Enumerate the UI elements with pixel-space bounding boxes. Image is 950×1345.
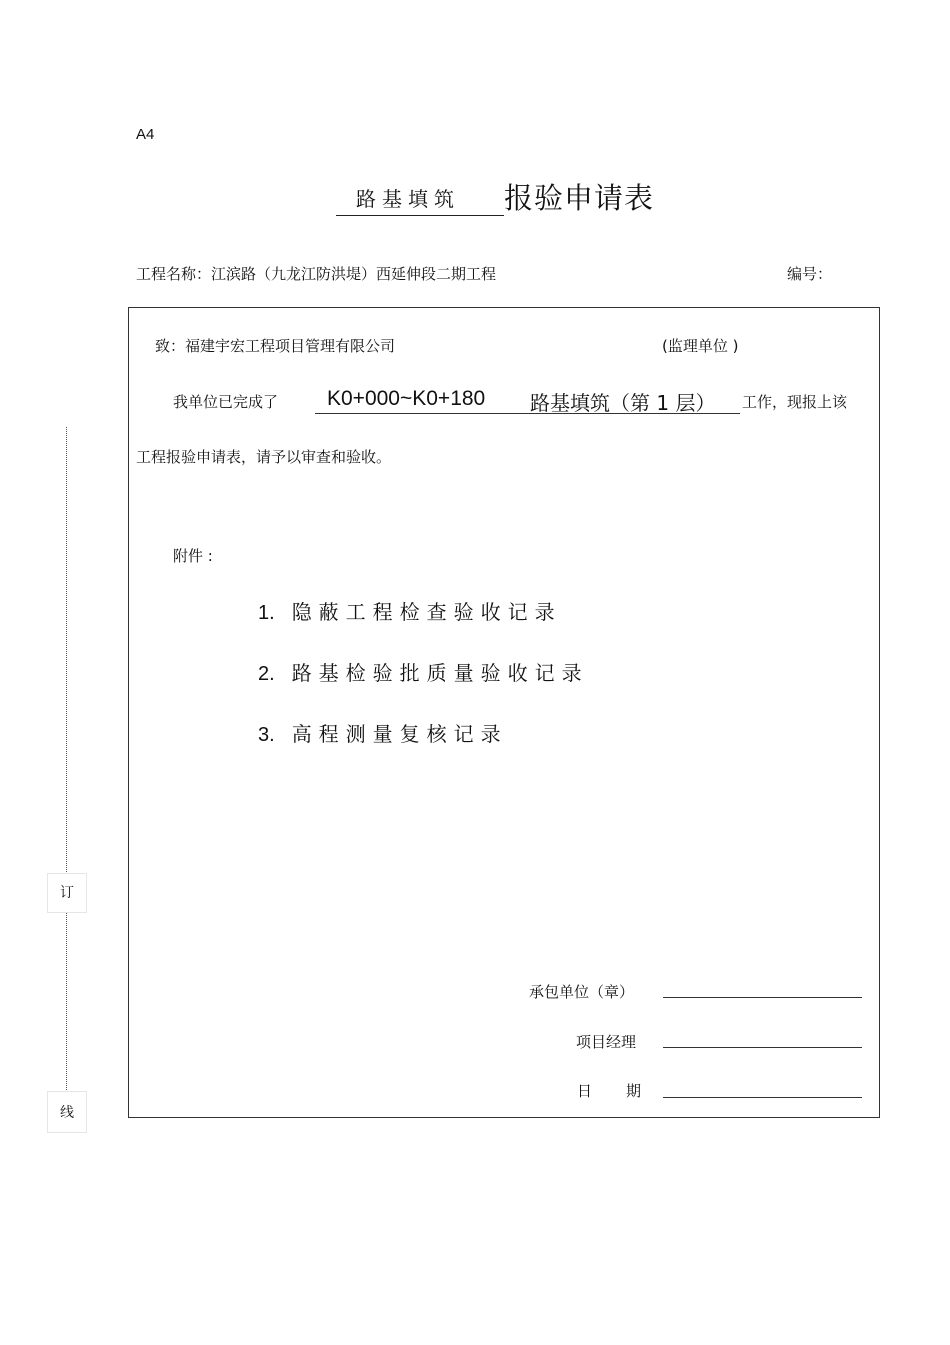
attachment-number: 3.: [258, 724, 275, 746]
station-range: K0+000~K0+180: [327, 387, 486, 410]
form-code: A4: [136, 126, 155, 143]
attachment-text: 路基检验批质量验收记录: [291, 661, 589, 685]
binding-line-dots: [66, 427, 67, 874]
project-manager-line[interactable]: [663, 1047, 862, 1048]
addressee-role: (监理单位 ): [662, 337, 739, 355]
attachment-number: 2.: [258, 663, 275, 685]
binding-mark-ding: 订: [48, 874, 86, 912]
contractor-seal-line[interactable]: [663, 997, 862, 998]
attachment-item: [258, 718, 508, 747]
attachment-item: [258, 596, 562, 625]
form-title: [336, 180, 654, 216]
serial-number-label: 编号：: [787, 265, 833, 283]
binding-mark-xian: 线: [48, 1092, 86, 1132]
attachment-text: 高程测量复核记录: [291, 722, 508, 746]
paragraph-prefix: 我单位已完成了: [173, 393, 279, 411]
project-manager-label: 项目经理: [576, 1033, 637, 1051]
addressee: 致：福建宇宏工程项目管理有限公司: [155, 337, 396, 355]
date-line[interactable]: [663, 1097, 862, 1098]
project-name: 工程名称：江滨路（九龙江防洪堤）西延伸段二期工程: [136, 265, 497, 283]
paragraph-continuation: 工程报验申请表，请予以审查和验收。: [136, 448, 392, 466]
title-work-item: 路基填筑: [336, 183, 504, 216]
work-fill-field: [315, 385, 740, 414]
work-description: 路基填筑（第 1 层）: [530, 391, 716, 415]
attachment-text: 隐蔽工程检查验收记录: [291, 600, 562, 624]
paragraph-suffix: 工作，现报上该: [742, 393, 848, 411]
binding-line-dots: [66, 913, 67, 1090]
attachments-label: 附件 :: [173, 547, 213, 565]
contractor-seal-label: 承包单位（章）: [529, 983, 635, 1001]
title-main: 报验申请表: [504, 181, 655, 215]
date-label: 日期: [577, 1082, 676, 1100]
attachment-number: 1.: [258, 602, 275, 624]
attachment-item: [258, 657, 589, 686]
